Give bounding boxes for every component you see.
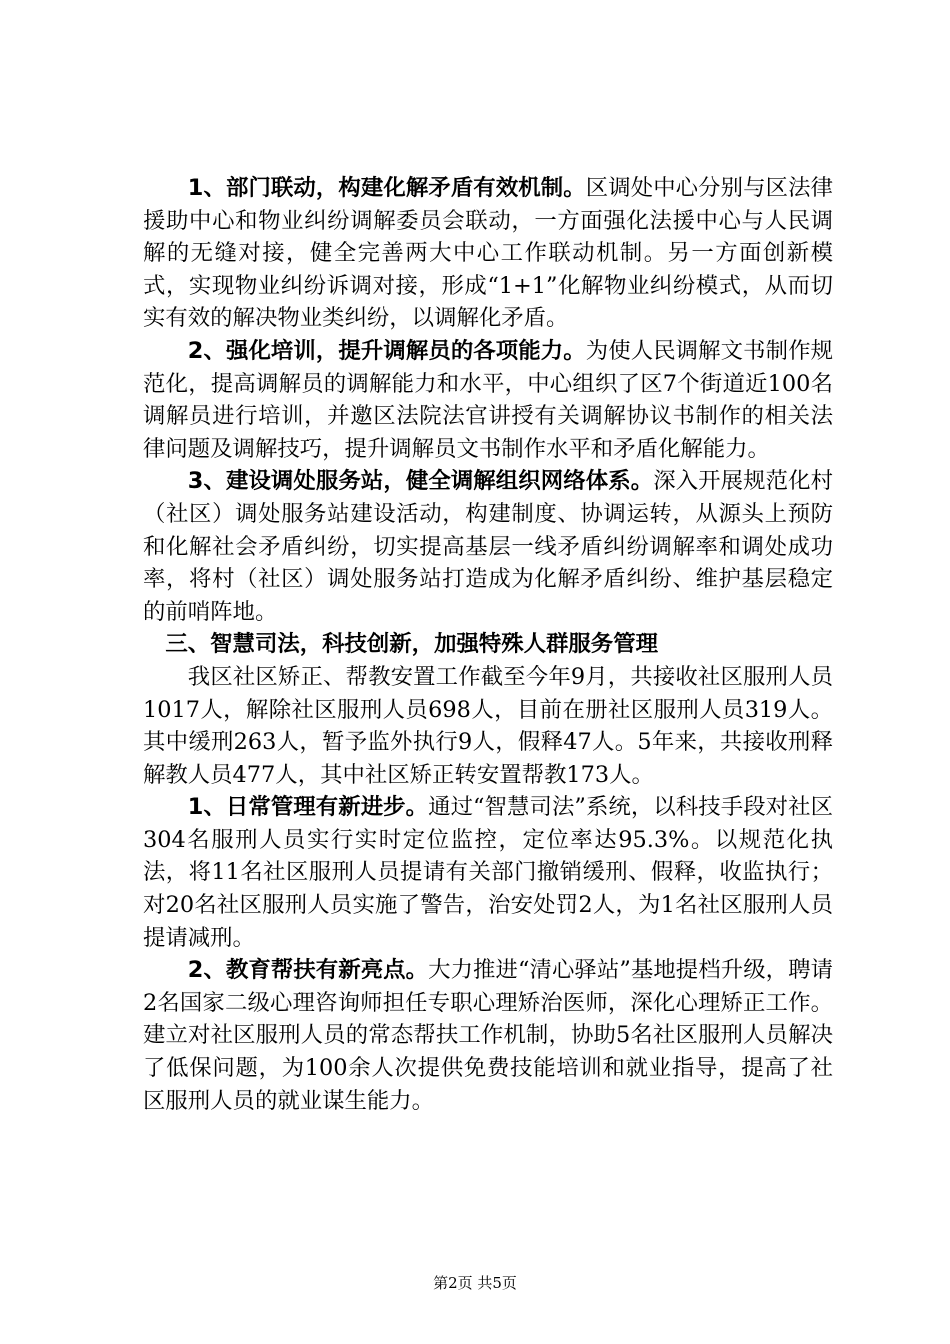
section-3-item-2	[143, 954, 833, 1117]
paragraph-3	[143, 465, 833, 628]
section-3-item-2-heading: 2、教育帮扶有新亮点。	[187, 957, 429, 984]
paragraph-3-text: 深入开展规范化村（社区）调处服务站建设活动，构建制度、协调运转，从源头上预防和化解社会矛盾纠纷，切实提高基层一线矛盾纠纷调解率和调处成功率，将村（社区）调处服务站打造成为化解矛盾纠纷、维护基层稳定的前哨阵地。	[143, 468, 833, 625]
section-3-intro: 我区社区矫正、帮教安置工作截至今年9月，共接收社区服刑人员1017人，解除社区服刑人员698人，目前在册社区服刑人员319人。其中缓刑263人，暂予监外执行9人，假释47人。5年来，共接收刑释解教人员477人，其中社区矫正转安置帮教173人。	[143, 663, 833, 788]
paragraph-3-heading: 3、建设调处服务站，健全调解组织网络体系。	[187, 468, 654, 495]
paragraph-2-text: 为使人民调解文书制作规范化，提高调解员的调解能力和水平，中心组织了区7个街道近100名调解员进行培训，并邀区法院法官讲授有关调解协议书制作的相关法律问题及调解技巧，提升调解员文书制作水平和矛盾化解能力。	[143, 337, 833, 462]
document-body	[143, 172, 833, 1117]
section-3-title: 三、智慧司法，科技创新，加强特殊人群服务管理	[165, 631, 658, 658]
section-3-item-1-text: 通过“智慧司法”系统，以科技手段对社区304名服刑人员实行实时定位监控，定位率达95.3%。以规范化执法，将11名社区服刑人员提请有关部门撤销缓刑、假释，收监执行；对20名社区服刑人员实施了警告，治安处罚2人，为1名社区服刑人员提请减刑。	[143, 794, 833, 951]
paragraph-1	[143, 172, 833, 335]
page-number-footer: 第2页 共5页	[433, 1274, 517, 1292]
section-3-item-1	[143, 791, 833, 954]
paragraph-1-heading: 1、部门联动，构建化解矛盾有效机制。	[187, 175, 586, 201]
section-3-item-2-text: 大力推进“清心驿站”基地提档升级，聘请2名国家二级心理咨询师担任专职心理矫治医师，深化心理矫正工作。建立对社区服刑人员的常态帮扶工作机制，协助5名社区服刑人员解决了低保问题，为100余人次提供免费技能培训和就业指导，提高了社区服刑人员的就业谋生能力。	[143, 957, 833, 1114]
paragraph-2-heading: 2、强化培训，提升调解员的各项能力。	[187, 337, 586, 364]
paragraph-2	[143, 335, 833, 465]
section-3-item-1-heading: 1、日常管理有新进步。	[187, 794, 429, 821]
paragraph-1-text: 区调处中心分别与区法律援助中心和物业纠纷调解委员会联动，一方面强化法援中心与人民调解的无缝对接，健全完善两大中心工作联动机制。另一方面创新模式，实现物业纠纷诉调对接，形成“1+1”化解物业纠纷模式，从而切实有效的解决物业类纠纷，以调解化矛盾。	[143, 175, 833, 332]
